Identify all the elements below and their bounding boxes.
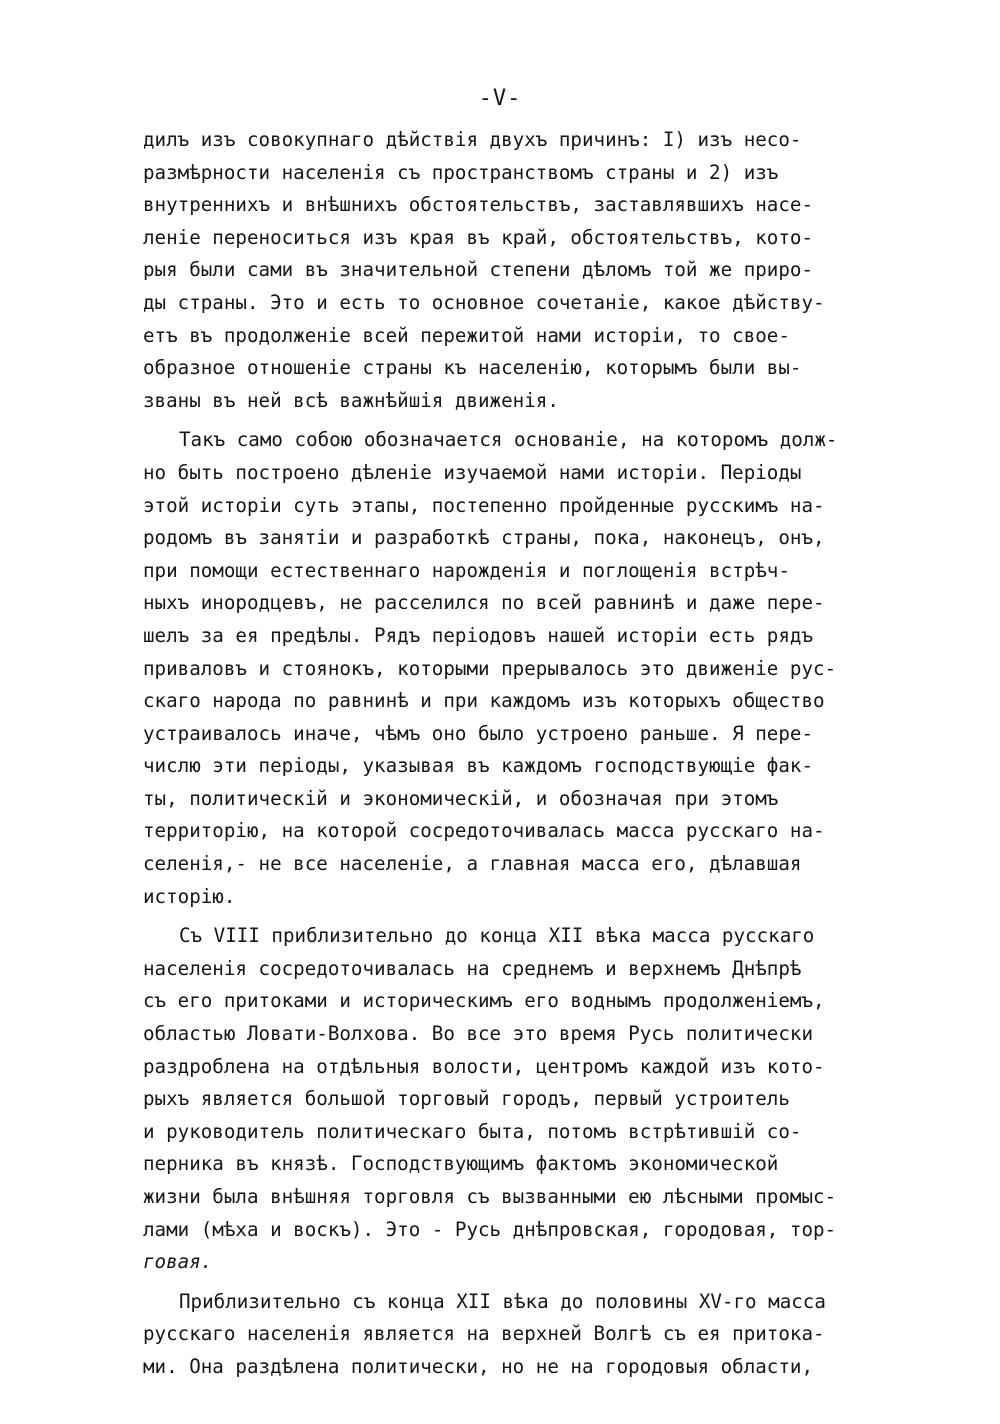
- page-number: -V-: [478, 86, 522, 111]
- text-line: исторію.: [143, 884, 236, 908]
- text-line: внутреннихъ и внѣшнихъ обстоятельствъ, заставлявшихъ насе-: [143, 193, 814, 217]
- text-line: раздроблена на отдѣльныя волости, центромъ каждой изъ кото-: [143, 1054, 825, 1078]
- text-line: дилъ изъ совокупнаго дѣйствія двухъ причинъ: I) изъ несо-: [143, 128, 802, 151]
- paragraph-gap: [143, 417, 863, 424]
- text-line: шелъ за ея предѣлы. Рядъ періодовъ нашей исторіи есть рядъ: [143, 623, 814, 647]
- text-line: ды страны. Это и есть то основное сочетаніе, какое дѣйству-: [143, 290, 825, 314]
- text-line: числю эти періоды, указывая въ каждомъ господствующіе фак-: [143, 754, 814, 778]
- text-line: перника въ князѣ. Господствующимъ фактомъ экономической: [143, 1152, 779, 1176]
- text-line: званы въ ней всѣ важнѣйшія движенія.: [143, 388, 559, 412]
- text-line: говая.: [143, 1250, 213, 1274]
- text-line: размѣрности населенія съ пространствомъ страны и 2) изъ: [143, 160, 779, 184]
- text-line: этой исторіи суть этапы, постепенно пройденные русскимъ на-: [143, 493, 825, 517]
- text-line: скаго народа по равнинѣ и при каждомъ изъ которыхъ общество: [143, 689, 825, 713]
- text-line: жизни была внѣшняя торговля съ вызванными ею лѣсными промыс-: [143, 1185, 837, 1208]
- paragraph-3: [143, 920, 863, 1279]
- paragraph-gap: [143, 1279, 863, 1286]
- text-line: областью Ловати-Волхова. Во все это время Русь политически: [143, 1022, 814, 1046]
- paragraph-1: [143, 124, 863, 417]
- text-line: ныхъ инородцевъ, не расселился по всей равнинѣ и даже пере-: [143, 591, 825, 615]
- text-line: Съ VIII приблизительно до конца XII вѣка масса русскаго: [179, 924, 815, 948]
- text-line: но быть построено дѣленіе изучаемой нами исторіи. Періоды: [143, 460, 802, 484]
- text-line: рыхъ является большой торговый городъ, первый устроитель: [143, 1087, 790, 1111]
- text-line: территорію, на которой сосредоточивалась масса русскаго на-: [143, 819, 825, 843]
- text-line: лами (мѣха и воскъ). Это - Русь днѣпровская, городовая, тор-: [143, 1217, 837, 1241]
- text-line: родомъ въ занятіи и разработкѣ страны, пока, наконецъ, онъ,: [143, 526, 825, 550]
- text-line: населенія сосредоточивалась на среднемъ и верхнемъ Днѣпрѣ: [143, 956, 802, 980]
- text-line: приваловъ и стоянокъ, которыми прерывалось это движеніе рус-: [143, 656, 837, 680]
- text-line: устраивалось иначе, чѣмъ оно было устроено раньше. Я пере-: [143, 721, 814, 745]
- text-line: съ его притоками и историческимъ его воднымъ продолженіемъ,: [143, 989, 825, 1013]
- body-text: [143, 124, 863, 1384]
- text-line: Такъ само собою обозначается основаніе, на которомъ долж-: [179, 428, 838, 452]
- text-line: леніе переноситься изъ края въ край, обстоятельствъ, кото-: [143, 225, 814, 249]
- text-line: Приблизительно съ конца XII вѣка до половины XV-го масса: [179, 1289, 826, 1313]
- text-line: ми. Она раздѣлена политически, но не на городовыя области,: [143, 1354, 814, 1378]
- paragraph-4: [143, 1286, 863, 1384]
- paragraph-2: [143, 424, 863, 913]
- text-line: етъ въ продолженіе всей пережитой нами исторіи, то свое-: [143, 323, 790, 347]
- text-line: ты, политическій и экономическій, и обозначая при этомъ: [143, 786, 779, 810]
- text-line: русскаго населенія является на верхней Волгѣ съ ея притока-: [143, 1322, 825, 1346]
- text-line: образное отношеніе страны къ населенію, которымъ были вы-: [143, 356, 802, 380]
- text-line: селенія,- не все населеніе, а главная масса его, дѣлавшая: [143, 852, 802, 876]
- text-line: рыя были сами въ значительной степени дѣломъ той же приро-: [143, 258, 814, 282]
- text-line: при помощи естественнаго нарожденія и поглощенія встрѣч-: [143, 558, 790, 582]
- text-line: и руководитель политическаго быта, потомъ встрѣтившій со-: [143, 1119, 802, 1143]
- paragraph-gap: [143, 913, 863, 920]
